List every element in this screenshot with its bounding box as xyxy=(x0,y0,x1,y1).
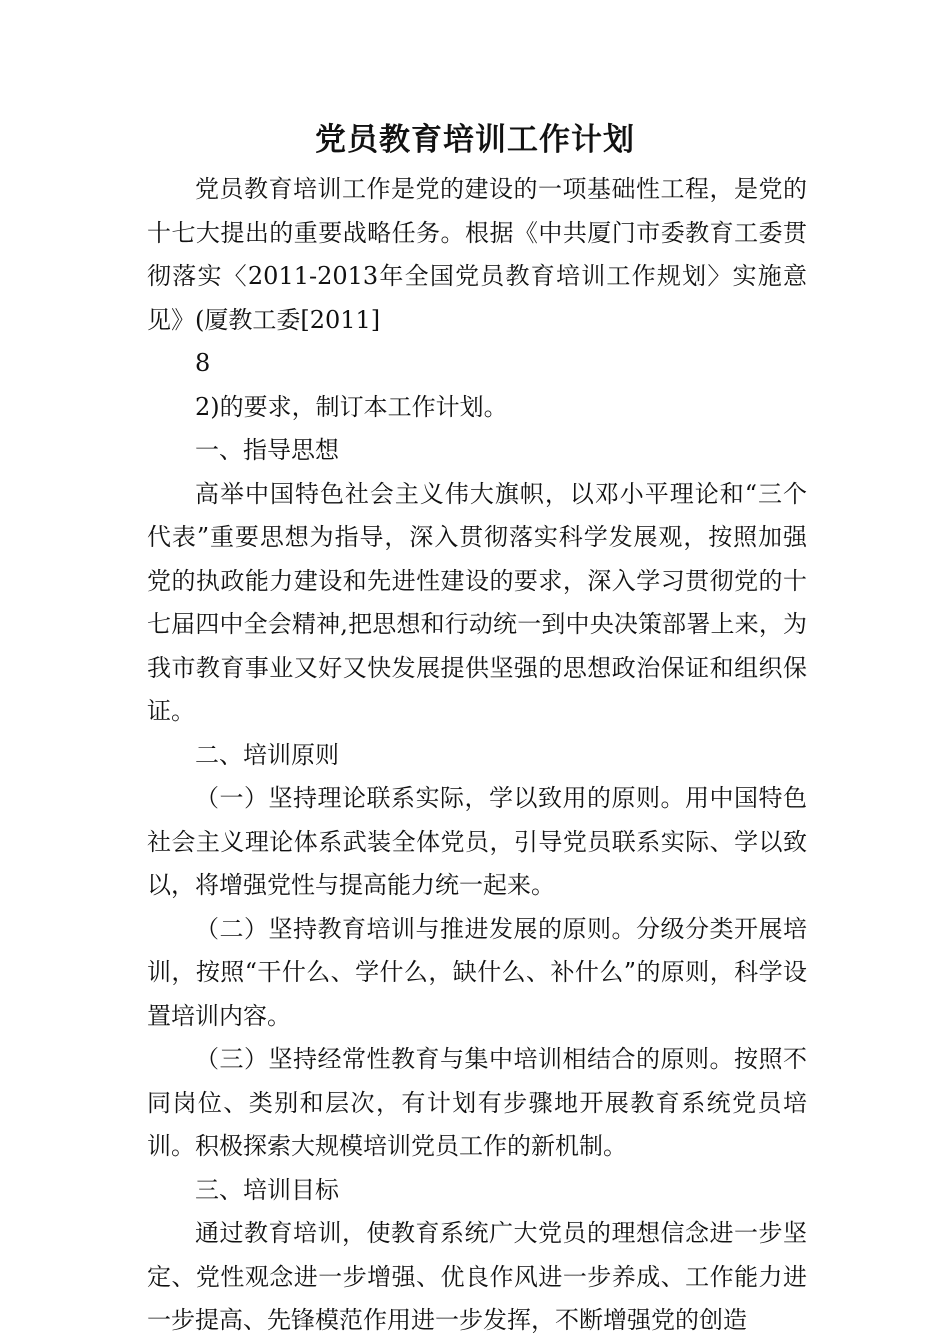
section-heading-training-goals: 三、培训目标 xyxy=(195,1175,339,1204)
document-body xyxy=(147,168,807,1343)
paragraph-intro-number: 8 xyxy=(195,349,211,377)
paragraph-principle-3: （三）坚持经常性教育与集中培训相结合的原则。按照不同岗位、类别和层次，有计划有步骤地开展教育系统党员培训。积极探索大规模培训党员工作的新机制。 xyxy=(147,1045,807,1160)
paragraph-intro: 党员教育培训工作是党的建设的一项基础性工程，是党的十七大提出的重要战略任务。根据《中共厦门市委教育工委贯彻落实〈2011-2013年全国党员教育培训工作规划〉实施意见》(厦教工委[2011] xyxy=(147,175,807,334)
section-heading-training-principles: 二、培训原则 xyxy=(195,740,339,769)
section-heading-guiding-thought: 一、指导思想 xyxy=(195,436,339,464)
paragraph-principle-1: （一）坚持理论联系实际，学以致用的原则。用中国特色社会主义理论体系武装全体党员，引导党员联系实际、学以致以，将增强党性与提高能力统一起来。 xyxy=(147,784,807,899)
paragraph-training-goals: 通过教育培训，使教育系统广大党员的理想信念进一步坚定、党性观念进一步增强、优良作风进一步养成、工作能力进一步提高、先锋模范作用进一步发挥，不断增强党的创造 xyxy=(147,1219,807,1334)
document-title: 党员教育培训工作计划 xyxy=(315,122,635,158)
paragraph-principle-2: （二）坚持教育培训与推进发展的原则。分级分类开展培训，按照“干什么、学什么，缺什么、补什么”的原则，科学设置培训内容。 xyxy=(147,914,807,1030)
paragraph-intro-end: 2)的要求，制订本工作计划。 xyxy=(195,392,508,421)
paragraph-guiding-thought: 高举中国特色社会主义伟大旗帜，以邓小平理论和“三个代表”重要思想为指导，深入贯彻落实科学发展观，按照加强党的执政能力建设和先进性建设的要求，深入学习贯彻党的十七届四中全会精神,把思想和行动统一到中央决策部署上来，为我市教育事业又好又快发展提供坚强的思想政治保证和组织保证。 xyxy=(147,479,807,725)
